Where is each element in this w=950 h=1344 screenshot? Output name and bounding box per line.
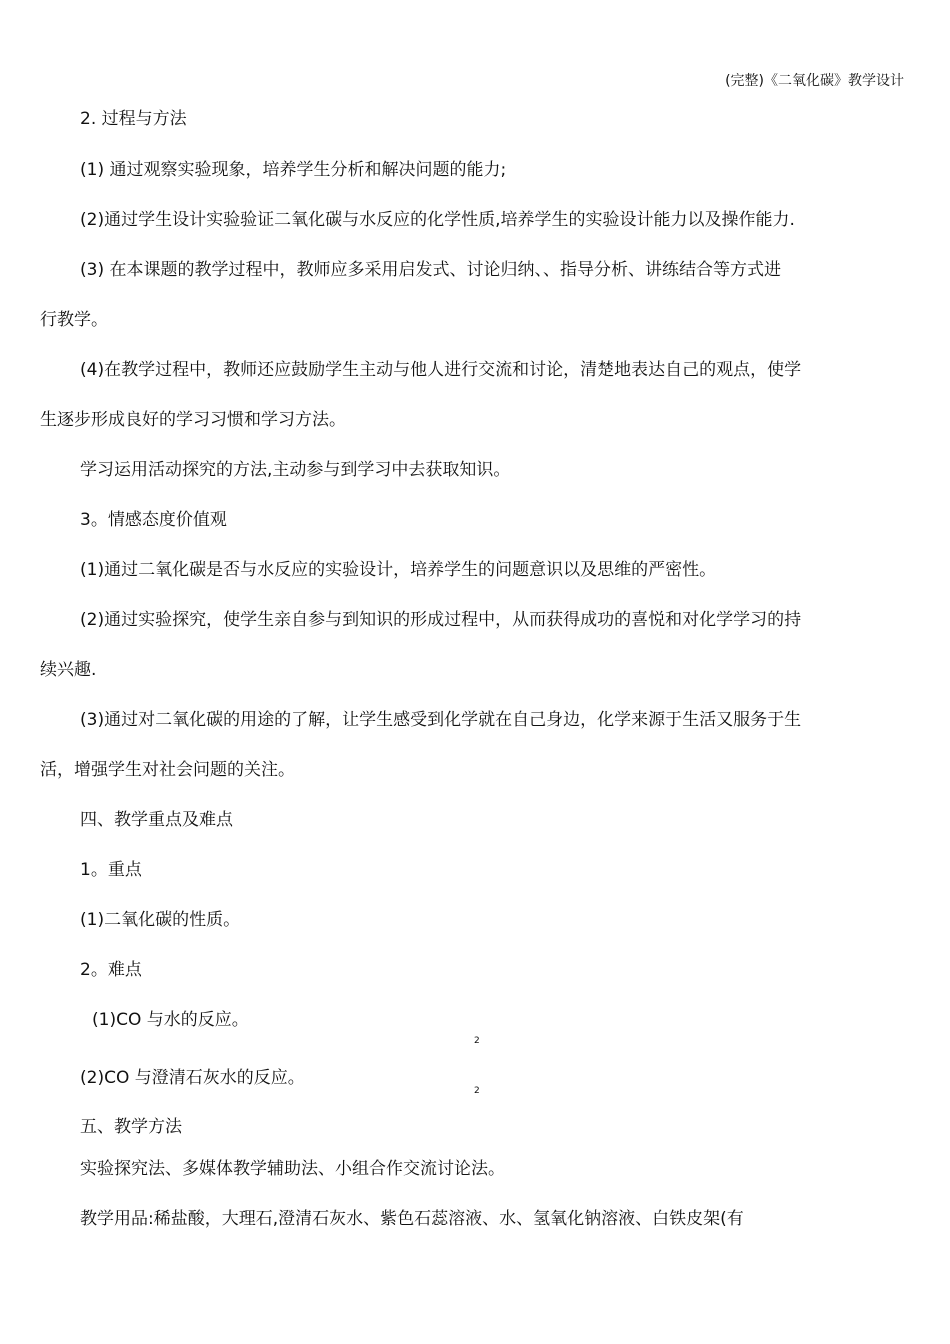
paragraph-line: (4)在教学过程中，教师还应鼓励学生主动与他人进行交流和讨论，清楚地表达自己的观点，使学 — [80, 360, 802, 380]
paragraph-line: 生逐步形成良好的学习习惯和学习方法。 — [40, 410, 346, 430]
paragraph-line: (2)通过实验探究，使学生亲自参与到知识的形成过程中，从而获得成功的喜悦和对化学学习的持 — [80, 610, 802, 630]
list-item: (2)CO 与澄清石灰水的反应。 — [80, 1068, 305, 1088]
paragraph-line: (1) 通过观察实验现象，培养学生分析和解决问题的能力; — [80, 160, 507, 180]
list-item: (1)CO 与水的反应。 — [92, 1010, 249, 1030]
paragraph-line: 行教学。 — [40, 310, 108, 330]
paragraph-line: (1)通过二氧化碳是否与水反应的实验设计，培养学生的问题意识以及思维的严密性。 — [80, 560, 717, 580]
page-header-title: (完整)《二氧化碳》教学设计 — [725, 73, 904, 89]
paragraph-line: 学习运用活动探究的方法,主动参与到学习中去获取知识。 — [80, 460, 511, 480]
section-heading-emotion-values: 3。情感态度价值观 — [80, 510, 227, 530]
paragraph-line: (3)通过对二氧化碳的用途的了解，让学生感受到化学就在自己身边，化学来源于生活又服务于生 — [80, 710, 802, 730]
subscript-2: 2 — [474, 1086, 480, 1096]
section-heading-teaching-methods: 五、教学方法 — [80, 1117, 182, 1137]
subscript-2: 2 — [474, 1036, 480, 1046]
paragraph-line: 实验探究法、多媒体教学辅助法、小组合作交流讨论法。 — [80, 1159, 505, 1179]
paragraph-line: (3) 在本课题的教学过程中，教师应多采用启发式、讨论归纳、、指导分析、讲练结合等方式进 — [80, 260, 781, 280]
paragraph-line: 活，增强学生对社会问题的关注。 — [40, 760, 295, 780]
paragraph-line: (2)通过学生设计实验验证二氧化碳与水反应的化学性质,培养学生的实验设计能力以及操作能力. — [80, 210, 795, 230]
paragraph-line: 续兴趣. — [40, 660, 97, 680]
section-heading-process-method: 2. 过程与方法 — [80, 109, 187, 129]
list-item: (1)二氧化碳的性质。 — [80, 910, 241, 930]
paragraph-line: 教学用品:稀盐酸，大理石,澄清石灰水、紫色石蕊溶液、水、氢氧化钠溶液、白铁皮架(有 — [80, 1209, 744, 1229]
section-heading-key-points: 四、教学重点及难点 — [80, 810, 233, 830]
subheading-key: 1。重点 — [80, 860, 142, 880]
subheading-difficulty: 2。难点 — [80, 960, 142, 980]
